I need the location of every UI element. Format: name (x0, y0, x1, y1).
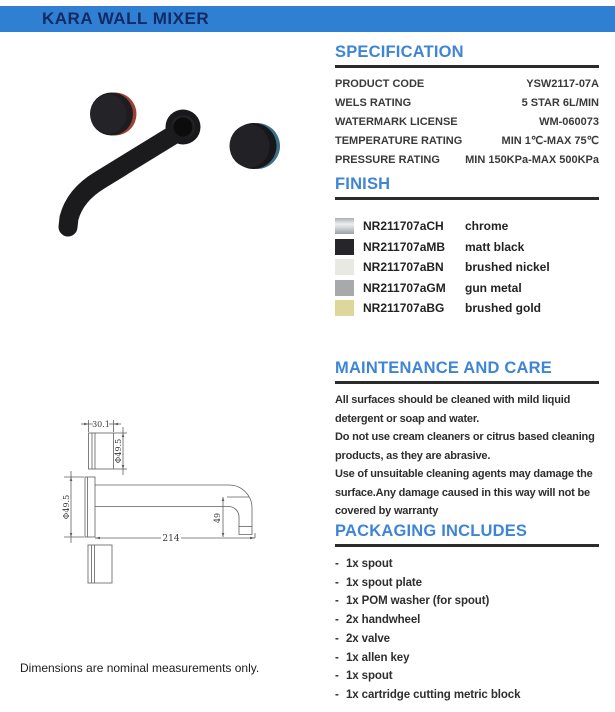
maintenance-line: products, as they are abrasive. (335, 449, 491, 462)
list-bullet: - (335, 688, 339, 701)
finish-row (335, 237, 599, 258)
handwheel-hot (90, 93, 137, 136)
maintenance-line: All surfaces should be cleaned with mild liquid (335, 394, 571, 406)
packaging-item-label: 1x cartridge cutting metric block (346, 688, 521, 701)
dim-plate-diameter: Φ49.5 (62, 494, 71, 520)
finish-code: NR211707aBN (363, 260, 444, 275)
packaging-item-label: 1x spout (346, 670, 393, 683)
spec-label: PRODUCT CODE (335, 77, 425, 90)
packaging-section (335, 521, 599, 705)
header-bar (0, 6, 615, 32)
maintenance-text (335, 391, 599, 521)
dimensions-note: Dimensions are nominal measurements only. (20, 661, 260, 675)
spec-row (335, 74, 599, 93)
finish-row (335, 257, 599, 278)
technical-drawing (50, 408, 270, 603)
packaging-item-label: 1x POM washer (for spout) (346, 595, 490, 608)
packaging-item-label: 1x allen key (346, 651, 410, 664)
spout (68, 118, 193, 228)
list-bullet: - (335, 632, 339, 645)
finish-swatch (335, 218, 354, 234)
finish-row (335, 216, 599, 237)
maintenance-line: Use of unsuitable cleaning agents may damage the (335, 468, 593, 480)
section-rule (335, 197, 599, 200)
packaging-item (335, 630, 599, 649)
finish-list (335, 216, 599, 319)
product-photo (18, 58, 318, 298)
finish-swatch (335, 239, 354, 255)
finish-swatch (335, 259, 354, 275)
spec-value: MIN 150KPa-MAX 500KPa (465, 153, 599, 166)
spec-row (335, 93, 599, 112)
packaging-item (335, 686, 599, 705)
finish-name: matt black (465, 239, 525, 254)
packaging-item-label: 1x spout (346, 558, 393, 570)
finish-swatch (335, 280, 354, 296)
spec-row (335, 131, 599, 150)
list-bullet: - (335, 576, 339, 589)
spec-label: TEMPERATURE RATING (335, 134, 463, 147)
list-bullet: - (335, 670, 339, 683)
finish-section (335, 174, 599, 319)
packaging-list (335, 555, 599, 705)
maintenance-section (335, 358, 599, 521)
packaging-item (335, 592, 599, 611)
list-bullet: - (335, 651, 339, 664)
list-bullet: - (335, 614, 339, 627)
dim-spout-length: 214 (162, 534, 180, 544)
maintenance-title: MAINTENANCE AND CARE (335, 359, 552, 377)
finish-code: NR211707aGM (363, 280, 446, 295)
finish-code: NR211707aBG (363, 301, 445, 316)
finish-name: brushed nickel (465, 260, 550, 275)
spec-label: WATERMARK LICENSE (335, 115, 458, 128)
finish-row (335, 278, 599, 299)
spec-label: WELS RATING (335, 96, 412, 109)
spec-value: MIN 1℃-MAX 75℃ (501, 135, 599, 147)
finish-name: chrome (465, 219, 509, 234)
finish-title: FINISH (335, 175, 391, 193)
finish-code: NR211707aCH (363, 219, 444, 234)
packaging-item (335, 555, 599, 574)
specification-section (335, 42, 599, 169)
dim-spout-drop: 49 (213, 512, 222, 524)
maintenance-line: covered by warranty (335, 505, 439, 517)
dim-handle-diameter: Φ49.5 (114, 438, 123, 464)
specification-table (335, 74, 599, 169)
list-bullet: - (335, 558, 339, 570)
spec-row (335, 112, 599, 131)
section-rule (335, 65, 599, 68)
spec-value: YSW2117-07A (526, 77, 599, 90)
packaging-title: PACKAGING INCLUDES (335, 522, 528, 540)
section-rule (335, 544, 599, 547)
finish-row (335, 298, 599, 319)
spout-drawing (64, 471, 255, 543)
finish-name: brushed gold (465, 301, 541, 316)
spec-row (335, 150, 599, 169)
handwheel-cold (230, 123, 281, 169)
maintenance-line: detergent or soap and water. (335, 412, 480, 425)
maintenance-line: Do not use cream cleaners or citrus based cleaning (335, 431, 595, 443)
packaging-item (335, 667, 599, 686)
packaging-item (335, 574, 599, 593)
packaging-item-label: 2x handwheel (346, 614, 421, 627)
packaging-item (335, 611, 599, 630)
packaging-item-label: 2x valve (346, 632, 390, 645)
page-title: KARA WALL MIXER (42, 9, 210, 28)
list-bullet: - (335, 595, 339, 608)
packaging-item (335, 649, 599, 668)
maintenance-line: surface.Any damage caused in this way will not be (335, 486, 590, 499)
spec-label: PRESSURE RATING (335, 153, 440, 166)
finish-swatch (335, 300, 354, 316)
specification-title: SPECIFICATION (335, 43, 464, 61)
dim-handle-width: 30.1 (92, 420, 110, 429)
finish-name: gun metal (465, 280, 522, 295)
packaging-item-label: 1x spout plate (346, 576, 422, 589)
spec-value: WM-060073 (539, 115, 599, 128)
finish-code: NR211707aMB (363, 239, 446, 254)
section-rule (335, 381, 599, 384)
spec-value: 5 STAR 6L/MIN (521, 96, 599, 109)
handwheel-drawing-bottom (88, 545, 112, 583)
